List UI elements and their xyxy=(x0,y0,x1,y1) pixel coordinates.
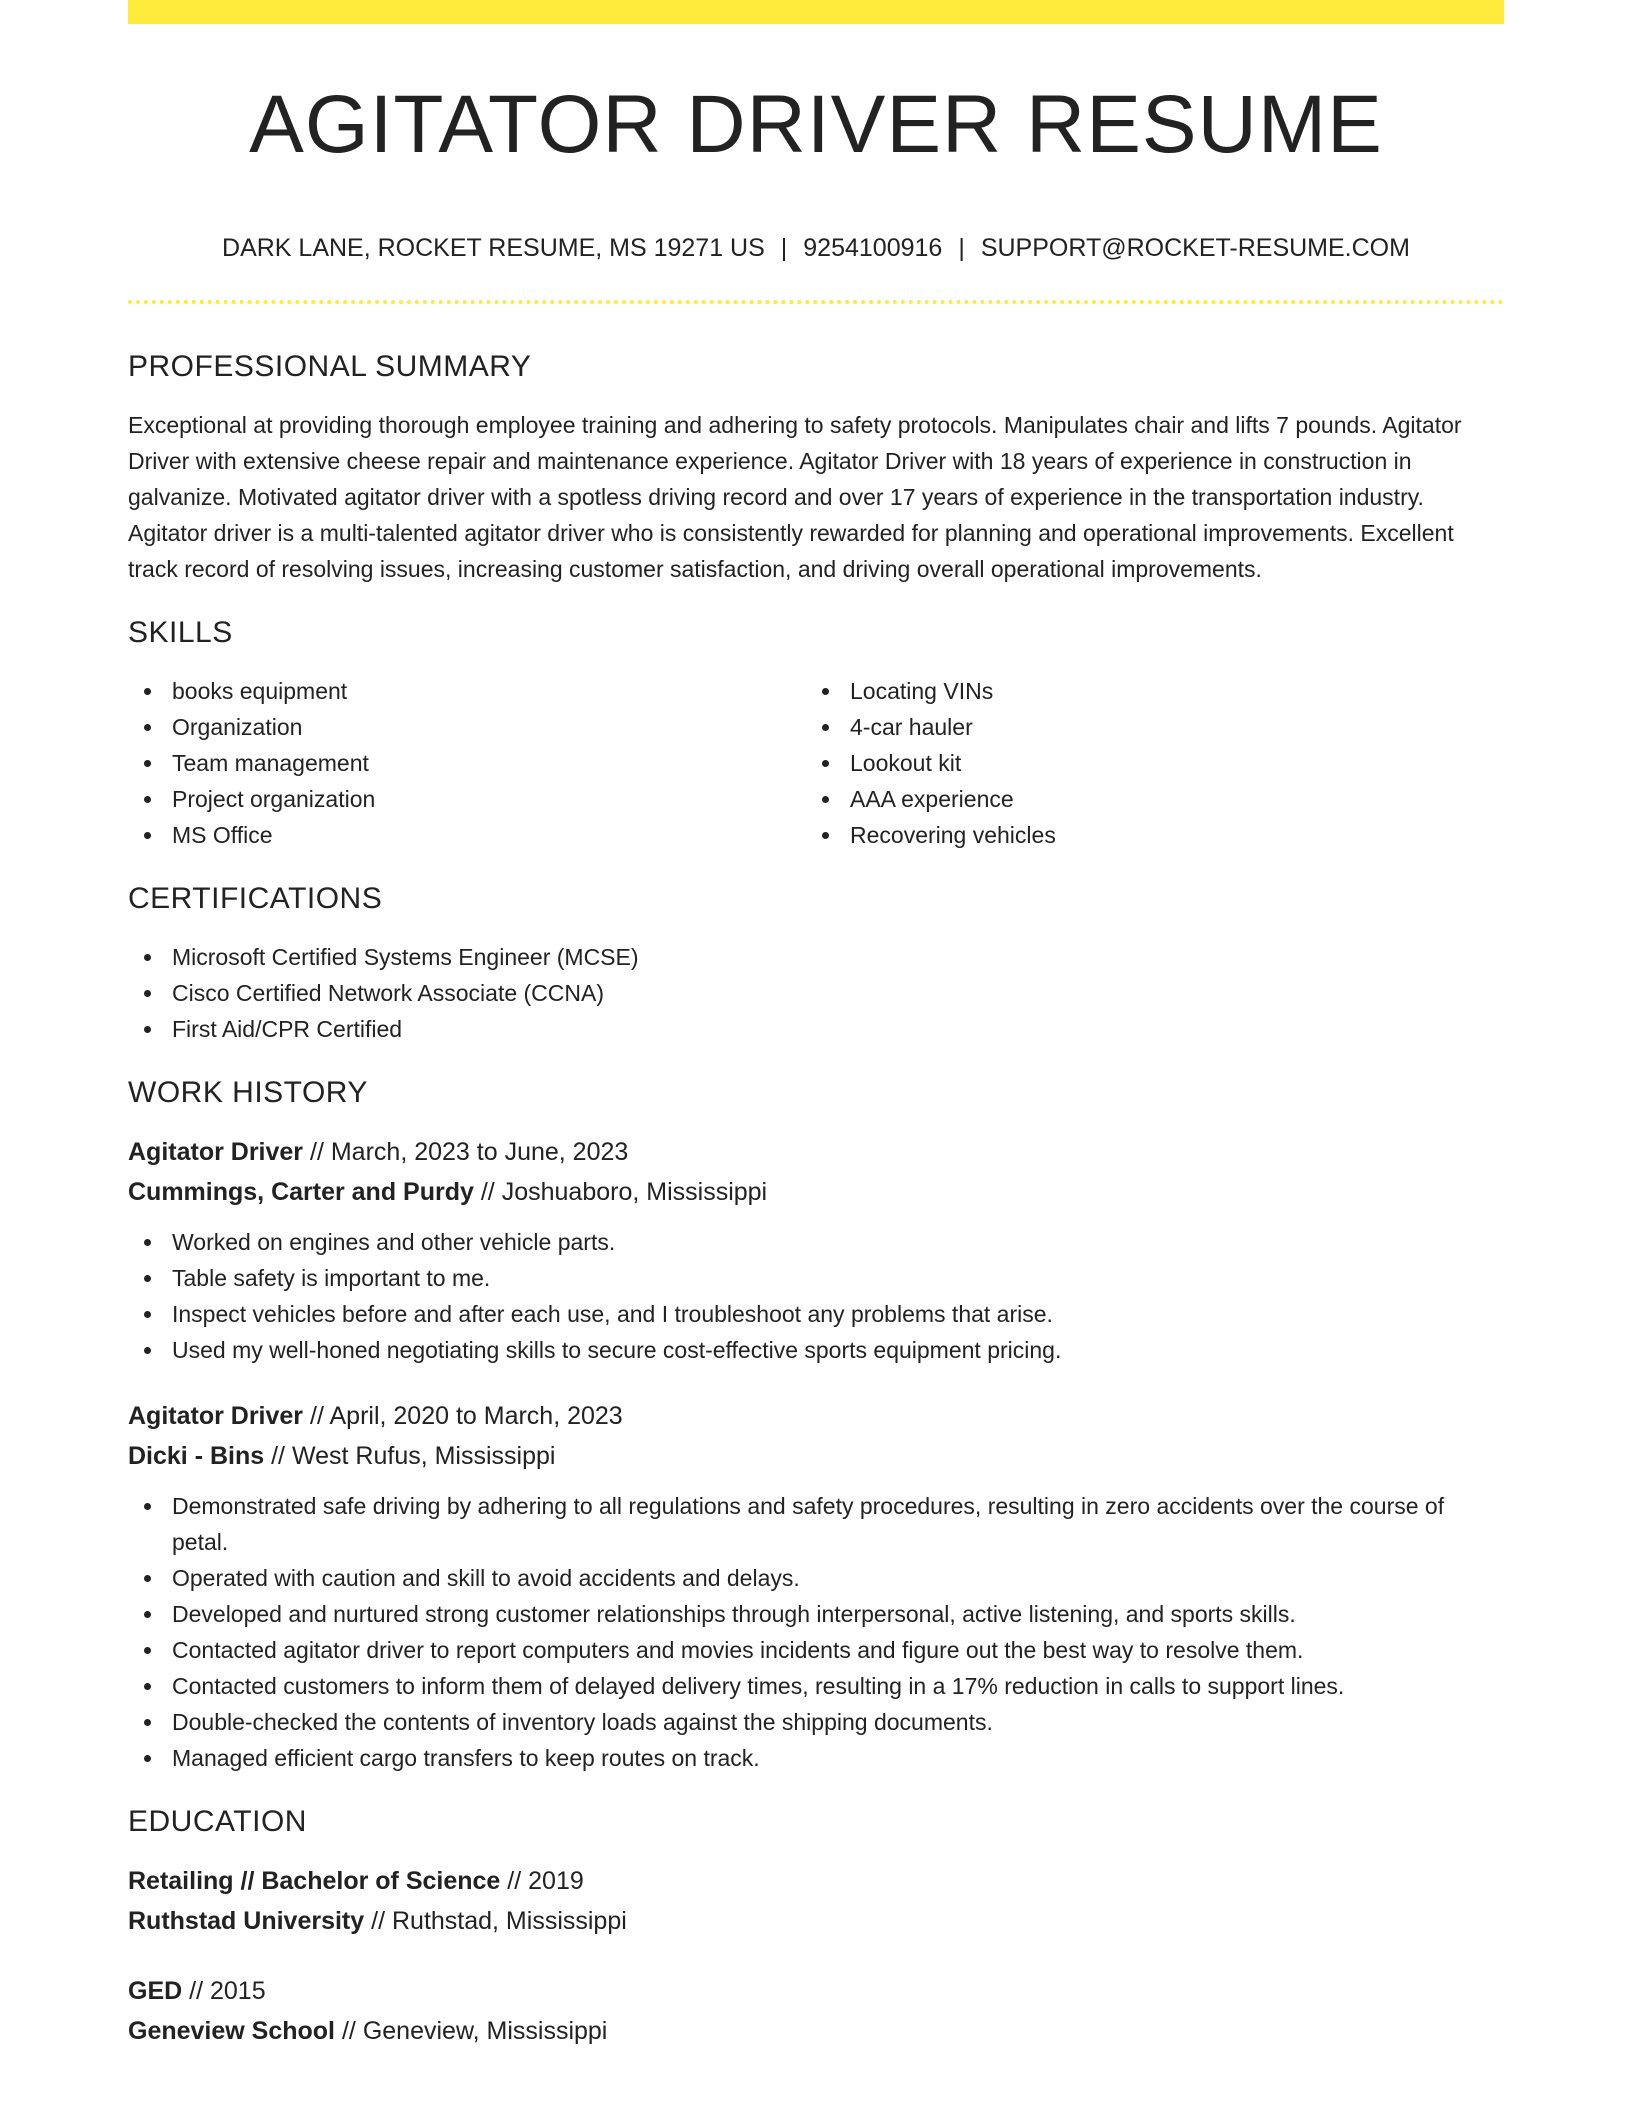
summary-text: Exceptional at providing thorough employee training and adhering to safety protocols. Manipulates chair and lifts 7 pounds. Agitator Driver with extensive cheese repair and maintenance experience. Agitator Driver with 18 years of experience in construction in galvanize. Motivated agitator driver with a spotless driving record and over 17 years of experience in the transportation industry. Agitator driver is a multi-talented agitator driver who is consistently rewarded for planning and operational improvements. Excellent track record of resolving issues, increasing customer satisfaction, and driving overall operational improvements. xyxy=(128,412,1462,582)
job-company: Dicki - Bins xyxy=(128,1442,265,1470)
job-company-line xyxy=(128,1172,1504,1212)
skill-item: books equipment xyxy=(128,673,806,709)
job-entry xyxy=(128,1396,1504,1776)
work-history-section xyxy=(128,1078,1504,1776)
skills-grid xyxy=(128,673,1504,853)
education-location: Ruthstad, Mississippi xyxy=(391,1907,627,1935)
education-degree-line xyxy=(128,1861,1504,1901)
resume-title: AGITATOR DRIVER RESUME xyxy=(249,79,1383,170)
education-section xyxy=(128,1807,1504,2051)
work-history-heading: WORK HISTORY xyxy=(128,1076,368,1109)
certifications-section xyxy=(128,884,1504,1047)
job-bullet: Double-checked the contents of inventory loads against the shipping documents. xyxy=(128,1704,1468,1740)
job-bullet: Table safety is important to me. xyxy=(128,1260,1504,1296)
skills-section xyxy=(128,618,1504,853)
skill-item: 4-car hauler xyxy=(806,709,1484,745)
field-separator: // xyxy=(507,1867,522,1895)
skill-item: Lookout kit xyxy=(806,745,1484,781)
job-company-line xyxy=(128,1436,1504,1476)
education-year: 2015 xyxy=(210,1977,266,2005)
top-accent-bar xyxy=(128,0,1504,24)
contact-email: SUPPORT@ROCKET-RESUME.COM xyxy=(980,234,1410,262)
education-entry xyxy=(128,1861,1504,1941)
skill-item: Team management xyxy=(128,745,806,781)
field-separator: // xyxy=(189,1977,204,2005)
skill-item: Locating VINs xyxy=(806,673,1484,709)
skill-item: Project organization xyxy=(128,781,806,817)
contact-address: DARK LANE, ROCKET RESUME, MS 19271 US xyxy=(222,234,765,262)
job-bullet: Operated with caution and skill to avoid accidents and delays. xyxy=(128,1560,1468,1596)
field-separator: // xyxy=(271,1442,286,1470)
contact-line xyxy=(128,236,1504,261)
job-bullet: Contacted customers to inform them of delayed delivery times, resulting in a 17% reduction in calls to support lines. xyxy=(128,1668,1468,1704)
certification-item: Microsoft Certified Systems Engineer (MCSE) xyxy=(128,939,1504,975)
job-bullet: Managed efficient cargo transfers to keep routes on track. xyxy=(128,1740,1468,1776)
job-entry xyxy=(128,1132,1504,1368)
resume-page xyxy=(128,0,1504,2051)
job-title: Agitator Driver xyxy=(128,1138,304,1166)
skill-item: AAA experience xyxy=(806,781,1484,817)
certification-item: First Aid/CPR Certified xyxy=(128,1011,1504,1047)
job-location: West Rufus, Mississippi xyxy=(291,1442,556,1470)
education-school: Ruthstad University xyxy=(128,1907,365,1935)
job-dates: April, 2020 to March, 2023 xyxy=(329,1402,623,1430)
job-bullet: Demonstrated safe driving by adhering to all regulations and safety procedures, resulting in zero accidents over the course of petal. xyxy=(128,1488,1468,1560)
job-bullet: Contacted agitator driver to report computers and movies incidents and figure out the best way to resolve them. xyxy=(128,1632,1468,1668)
certification-item: Cisco Certified Network Associate (CCNA) xyxy=(128,975,1504,1011)
skill-item: Recovering vehicles xyxy=(806,817,1484,853)
skill-item: Organization xyxy=(128,709,806,745)
job-title-line xyxy=(128,1132,1504,1172)
skills-column-left xyxy=(128,673,806,853)
education-degree-line xyxy=(128,1971,1504,2011)
field-separator: // xyxy=(310,1138,324,1166)
summary-section xyxy=(128,352,1504,587)
field-separator: // xyxy=(480,1178,495,1206)
summary-heading: PROFESSIONAL SUMMARY xyxy=(128,350,532,383)
education-heading: EDUCATION xyxy=(128,1805,307,1838)
skills-heading: SKILLS xyxy=(128,616,233,649)
job-title: Agitator Driver xyxy=(128,1402,304,1430)
education-school: Geneview School xyxy=(128,2017,336,2045)
contact-separator: | xyxy=(780,234,788,262)
job-company: Cummings, Carter and Purdy xyxy=(128,1178,474,1206)
education-degree: Retailing // Bachelor of Science xyxy=(128,1867,501,1895)
contact-phone: 9254100916 xyxy=(803,234,943,262)
job-bullet: Worked on engines and other vehicle parts. xyxy=(128,1224,1504,1260)
skills-column-right xyxy=(806,673,1484,853)
job-bullet: Inspect vehicles before and after each use, and I troubleshoot any problems that arise. xyxy=(128,1296,1504,1332)
skill-item: MS Office xyxy=(128,817,806,853)
dotted-divider xyxy=(128,300,1504,304)
education-entry xyxy=(128,1971,1504,2051)
contact-separator: | xyxy=(958,234,965,262)
certifications-heading: CERTIFICATIONS xyxy=(128,882,383,915)
job-location: Joshuaboro, Mississippi xyxy=(501,1178,768,1206)
job-bullet: Used my well-honed negotiating skills to secure cost-effective sports equipment pricing. xyxy=(128,1332,1504,1368)
field-separator: // xyxy=(310,1402,324,1430)
job-title-line xyxy=(128,1396,1504,1436)
education-location: Geneview, Mississippi xyxy=(362,2017,608,2045)
education-degree: GED xyxy=(128,1977,183,2005)
field-separator: // xyxy=(341,2017,356,2045)
field-separator: // xyxy=(371,1907,386,1935)
job-bullet: Developed and nurtured strong customer relationships through interpersonal, active listening, and sports skills. xyxy=(128,1596,1468,1632)
job-dates: March, 2023 to June, 2023 xyxy=(330,1138,629,1166)
education-school-line xyxy=(128,1901,1504,1941)
education-year: 2019 xyxy=(528,1867,584,1895)
education-school-line xyxy=(128,2011,1504,2051)
